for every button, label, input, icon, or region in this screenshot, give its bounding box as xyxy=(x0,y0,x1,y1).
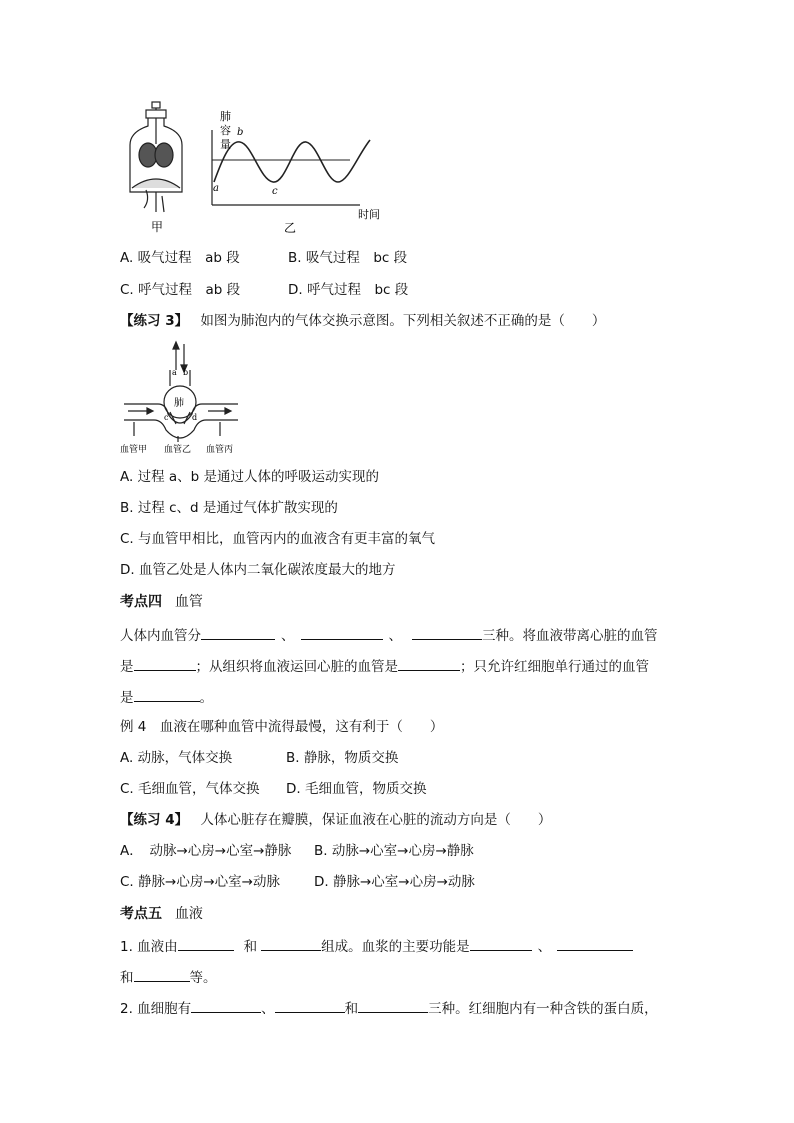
text: 、 xyxy=(261,1001,275,1017)
point-a-label: a xyxy=(213,183,219,194)
q1-options-row-2 xyxy=(120,281,408,299)
text: 和 xyxy=(243,939,258,955)
section4-line-2 xyxy=(120,656,649,676)
fig2-vessel-b: 血管乙 xyxy=(164,445,192,455)
blank-platelet[interactable] xyxy=(358,998,428,1013)
blank-plasma-function-3[interactable] xyxy=(134,967,190,982)
fig2-vessel-a: 血管甲 xyxy=(120,445,148,455)
practice3-question-line xyxy=(120,312,605,330)
example4-option-c: C. 毛细血管，气体交换 xyxy=(120,781,260,797)
section5-q1-line-1 xyxy=(120,936,633,956)
practice3-option-c: C. 与血管甲相比，血管丙内的血液含有更丰富的氧气 xyxy=(120,531,436,547)
example4-option-a: A. 动脉，气体交换 xyxy=(120,750,233,766)
point-b-label: b xyxy=(237,127,244,138)
point-c-label: c xyxy=(272,186,278,197)
section5-title: 考点五 xyxy=(120,906,162,922)
practice4-option-d: D. 静脉→心室→心房→动脉 xyxy=(314,874,475,890)
practice3-option-a: A. 过程 a、b 是通过人体的呼吸运动实现的 xyxy=(120,469,380,485)
section4-line-1 xyxy=(120,625,658,645)
section4-heading xyxy=(120,593,203,611)
text: 和 xyxy=(120,970,134,986)
blank-vessel-1[interactable] xyxy=(201,625,275,640)
practice4-tag: 【练习 4】 xyxy=(120,812,189,828)
x-axis-label: 时间 xyxy=(358,208,380,221)
text: ；只允许红细胞单行通过的血管 xyxy=(460,659,649,675)
text: 1. 血液由 xyxy=(120,939,178,955)
blank-rbc[interactable] xyxy=(191,998,261,1013)
section5-q1-line-2 xyxy=(120,967,217,987)
practice3-option-d: D. 血管乙处是人体内二氧化碳浓度最大的地方 xyxy=(120,562,396,578)
section4-topic: 血管 xyxy=(174,594,203,610)
example4-question: 例 4 血液在哪种血管中流得最慢，这有利于（ ） xyxy=(120,719,444,735)
y-axis-char-3: 量 xyxy=(220,138,231,151)
text: 。 xyxy=(199,690,213,706)
blank-blood-cells[interactable] xyxy=(261,936,321,951)
blank-vessel-2[interactable] xyxy=(301,625,383,640)
y-axis-char-2: 容 xyxy=(220,124,231,137)
fig2-label-d: d xyxy=(192,413,198,422)
blank-artery[interactable] xyxy=(134,656,196,671)
blank-vein[interactable] xyxy=(398,656,460,671)
practice3-option-b: B. 过程 c、d 是通过气体扩散实现的 xyxy=(120,500,338,516)
blank-capillary[interactable] xyxy=(134,687,200,702)
practice3-question: 如图为肺泡内的气体交换示意图。下列相关叙述不正确的是（ ） xyxy=(200,313,606,329)
lung-volume-graph xyxy=(212,130,370,205)
fig2-lung-label: 肺 xyxy=(174,398,184,409)
text: 、 xyxy=(388,628,402,644)
bell-jar-illustration xyxy=(130,102,182,212)
q1-option-b: B. 吸气过程 bc 段 xyxy=(288,250,408,266)
text: 组成。血浆的主要功能是 xyxy=(321,939,470,955)
example4-option-d: D. 毛细血管，物质交换 xyxy=(286,781,427,797)
text: 和 xyxy=(344,1001,359,1017)
practice4-options-row-1 xyxy=(120,842,474,860)
section5-topic: 血液 xyxy=(174,906,203,922)
practice4-option-a: A． 动脉→心房→心室→静脉 xyxy=(120,843,292,859)
blank-plasma-function-1[interactable] xyxy=(470,936,532,951)
section5-q2-line-1 xyxy=(120,998,658,1018)
practice4-option-b: B. 动脉→心室→心房→静脉 xyxy=(314,843,474,859)
text: 是 xyxy=(120,690,134,706)
practice4-question: 人体心脏存在瓣膜，保证血液在心脏的流动方向是（ ） xyxy=(200,812,552,828)
q1-option-c: C. 呼气过程 ab 段 xyxy=(120,282,241,298)
text: 、 xyxy=(537,939,552,955)
figure-alveolus-exchange xyxy=(120,340,250,458)
example4-options-row-2 xyxy=(120,780,426,798)
graph-label: 乙 xyxy=(284,221,297,235)
section4-line-3 xyxy=(120,687,213,707)
practice3-tag: 【练习 3】 xyxy=(120,313,189,329)
q1-options-row-1 xyxy=(120,249,407,267)
fig2-label-a: a xyxy=(172,368,177,377)
section5-heading xyxy=(120,905,203,923)
text: ；从组织将血液运回心脏的血管是 xyxy=(195,659,398,675)
blank-plasma-function-2[interactable] xyxy=(557,936,633,951)
blank-vessel-3[interactable] xyxy=(412,625,482,640)
example4-options-row-1 xyxy=(120,749,398,767)
text: 是 xyxy=(120,659,134,675)
lung-volume-curve xyxy=(214,140,370,182)
text: 人体内血管分 xyxy=(120,628,201,644)
practice4-question-line xyxy=(120,811,551,829)
figure-breathing-model xyxy=(120,100,395,240)
text: 、 xyxy=(281,628,295,644)
jar-label: 甲 xyxy=(151,220,164,234)
fig2-label-b: b xyxy=(183,368,189,377)
example4-option-b: B. 静脉，物质交换 xyxy=(286,750,399,766)
text: 2. 血细胞有 xyxy=(120,1001,192,1017)
fig2-vessel-c: 血管丙 xyxy=(206,445,234,455)
y-axis-char-1: 肺 xyxy=(220,110,231,123)
section4-title: 考点四 xyxy=(120,594,162,610)
blank-wbc[interactable] xyxy=(275,998,345,1013)
fig2-label-c: c xyxy=(164,413,169,422)
q1-option-d: D. 呼气过程 bc 段 xyxy=(288,282,409,298)
practice4-option-c: C. 静脉→心房→心室→动脉 xyxy=(120,874,280,890)
text: 三种。将血液带离心脏的血管 xyxy=(482,628,658,644)
q1-option-a: A. 吸气过程 ab 段 xyxy=(120,250,240,266)
text: 三种。红细胞内有一种含铁的蛋白质， xyxy=(428,1001,658,1017)
text: 等。 xyxy=(189,970,217,986)
blank-plasma[interactable] xyxy=(178,936,234,951)
practice4-options-row-2 xyxy=(120,873,475,891)
